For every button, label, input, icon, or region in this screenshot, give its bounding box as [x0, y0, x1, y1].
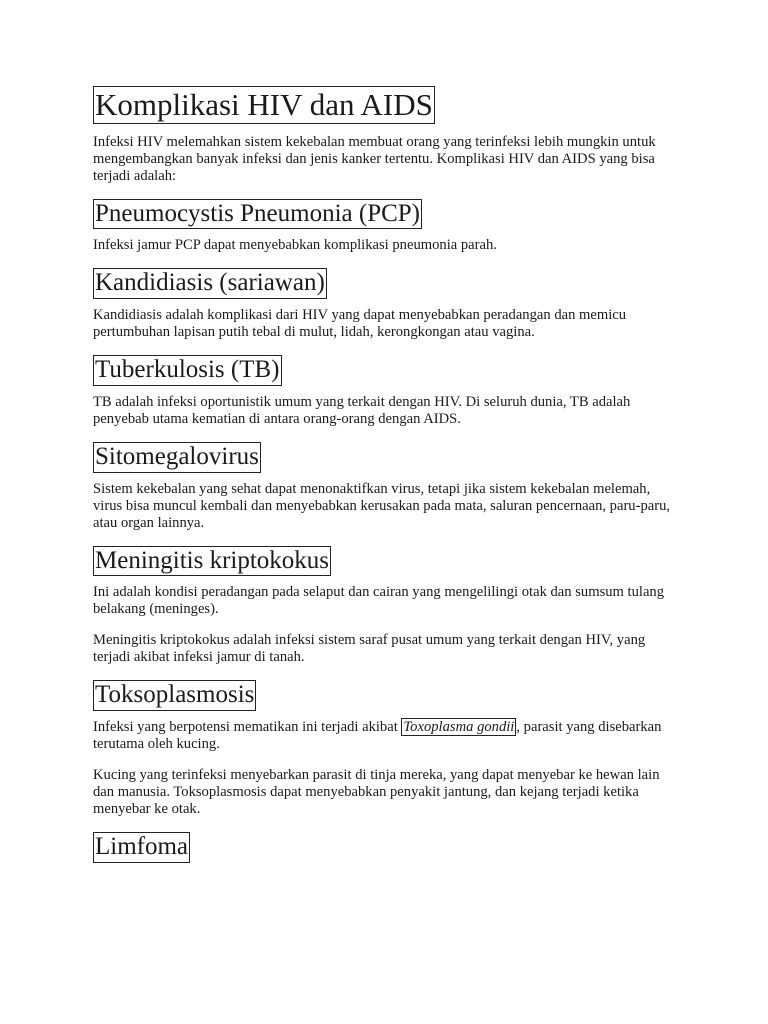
- section-heading: Toksoplasmosis: [93, 680, 683, 711]
- section-meningitis: [93, 546, 683, 667]
- section-paragraph: TB adalah infeksi oportunistik umum yang terkait dengan HIV. Di seluruh dunia, TB adalah penyebab utama kematian di antara orang-orang dengan AIDS.: [93, 393, 631, 427]
- section-heading: Meningitis kriptokokus: [93, 546, 683, 577]
- document-title: Komplikasi HIV dan AIDS: [95, 87, 433, 122]
- document-page: [93, 86, 683, 871]
- section-sitomegalovirus: [93, 442, 683, 532]
- section-paragraph: Infeksi jamur PCP dapat menyebabkan komplikasi pneumonia parah.: [93, 237, 497, 254]
- section-paragraph: Kandidiasis adalah komplikasi dari HIV yang dapat menyebabkan peradangan dan memicu pertumbuhan lapisan putih tebal di mulut, lidah, kerongkongan atau vagina.: [93, 307, 627, 341]
- intro-paragraph: Infeksi HIV melemahkan sistem kekebalan membuat orang yang terinfeksi lebih mungkin untuk mengembangkan banyak infeksi dan jenis kanker tertentu. Komplikasi HIV dan AIDS yang bisa terjadi adalah:: [93, 133, 656, 184]
- section-paragraph: Infeksi yang berpotensi mematikan ini terjadi akibat Toxoplasma gondii , parasit yang disebarkan terutama oleh kucing.: [93, 719, 662, 753]
- section-tuberkulosis: [93, 355, 683, 428]
- section-heading: Kandidiasis (sariawan): [93, 268, 683, 299]
- species-name: Toxoplasma gondii: [403, 719, 515, 736]
- section-kandidiasis: [93, 268, 683, 341]
- section-heading: Limfoma: [93, 832, 683, 863]
- section-paragraph: Sistem kekebalan yang sehat dapat menonaktifkan virus, tetapi jika sistem kekebalan melemah, virus bisa muncul kembali dan menyebabkan kerusakan pada mata, saluran pencernaan, paru-paru, atau organ lainnya.: [93, 480, 671, 531]
- section-pcp: [93, 199, 683, 255]
- section-heading: Sitomegalovirus: [93, 442, 683, 473]
- section-paragraph: Ini adalah kondisi peradangan pada selaput dan cairan yang mengelilingi otak dan sumsum tulang belakang (meninges).: [93, 584, 665, 618]
- section-paragraph: Kucing yang terinfeksi menyebarkan parasit di tinja mereka, yang dapat menyebar ke hewan lain dan manusia. Toksoplasmosis dapat menyebabkan penyakit jantung, dan kejang terjadi ketika menyebar ke otak.: [93, 767, 660, 818]
- section-heading: Pneumocystis Pneumonia (PCP): [93, 199, 683, 230]
- section-heading: Tuberkulosis (TB): [93, 355, 683, 386]
- section-limfoma: [93, 832, 683, 863]
- section-paragraph: Meningitis kriptokokus adalah infeksi sistem saraf pusat umum yang terkait dengan HIV, yang terjadi akibat infeksi jamur di tanah.: [93, 632, 646, 666]
- section-toksoplasmosis: [93, 680, 683, 818]
